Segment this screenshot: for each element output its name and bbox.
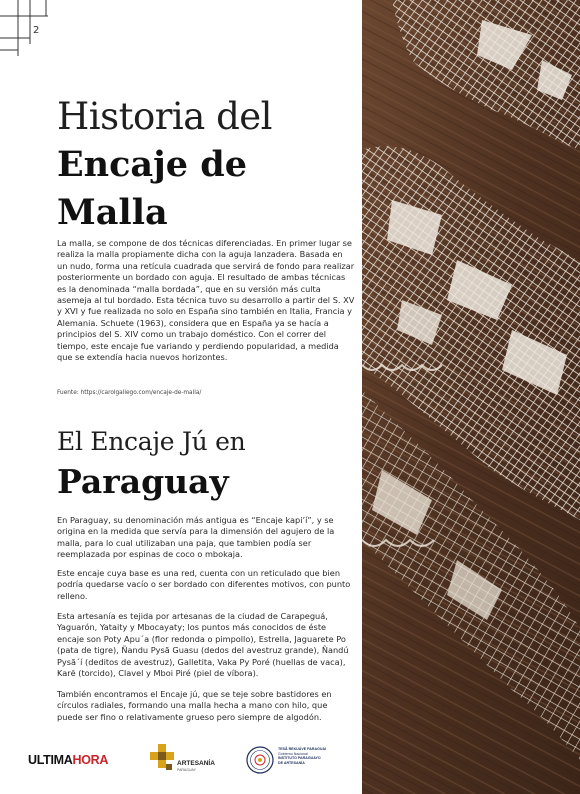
- page-number: 2: [33, 25, 40, 36]
- gov-text-line3: INSTITUTO PARAGUAYO: [278, 756, 321, 761]
- artesania-logo-name: ARTESANÍA: [177, 760, 215, 767]
- section1-title-light: Historia del: [57, 95, 272, 138]
- section2-paragraph-3: Esta artesanía es tejida por artesanas de la ciudad de Carapeguá, Yaguarón, Yataity y Mbocayaty; los puntos más conocidos de éste encaje son Poty Apu´a (flor redonda o pimpollo), Estrella, Jaguarete Po (pata de tigre), Ñandu Pysã Guasu (dedos del avestruz grande), Ñandú Pysã´í (deditos de avestruz), Galletita, Vaka Py Poré (huellas de vaca), Karẽ (torcido), Clavel y Mboi Piré (piel de víbora).: [57, 611, 349, 679]
- ultimahora-logo-part1: ULTIMA: [28, 753, 73, 767]
- section2-title-light: El Encaje Jú en: [57, 427, 246, 456]
- corner-grid-ornament: [0, 0, 48, 56]
- section1-title-bold-line2: Malla: [57, 192, 168, 233]
- government-seal-icon: [246, 746, 274, 774]
- section1-body: La malla, se compone de dos técnicas diferenciadas. En primer lugar se realiza la malla propiamente dicha con la aguja lanzadera. Basada en un nudo, forma una retícula cuadrada que servirá de fondo para realizar posteriormente un bordado con aguja. El resultado de ambas técnicas es la denominada “malla bordada”, que en su versión más culta asemeja al tul bordado. Esta técnica tuvo su desarrollo a partir del S. XV y XVI y fue realizada no solo en España sino también en Italia, Francia y Alemania. Schuete (1963), considera que en España ya se hacía a principios del S. XIV como un trabajo doméstico. Con el correr del tiempo, este encaje fue variando y perdiendo popularidad, a medida que se extendía hacia nuevos horizontes.: [57, 238, 355, 363]
- section2-paragraph-2: Este encaje cuya base es una red, cuenta con un reticulado que bien podría quedarse vacío o ser bordado con diferentes motivos, con punto relleno.: [57, 568, 351, 601]
- section2-paragraph-1: En Paraguay, su denominación más antigua es “Encaje kapi’í”, y se origina en la medida que servía para la dimensión del agujero de la malla, para lo cual utilizaban una paja, que tambien podía ser reemplazada por espinas de coco o mbokaja.: [57, 515, 335, 560]
- lace-photo: [362, 0, 580, 794]
- lace-photo-illustration: [362, 0, 580, 794]
- section2-title-bold: Paraguay: [57, 462, 229, 501]
- artesania-logo-sub: PARAGUAY: [177, 768, 196, 772]
- gov-text-line2: Gobierno Nacional: [278, 751, 308, 756]
- government-logo-text: [278, 747, 348, 765]
- gov-text-line4: DE ARTESANÍA: [278, 760, 305, 765]
- ultimahora-logo-part2: HORA: [72, 753, 109, 767]
- section1-title-bold-line1: Encaje de: [57, 144, 247, 185]
- section2-paragraph-4: También encontramos el Encaje jú, que se teje sobre bastidores en círculos radiales, formando una malla hecha a mano con hilo, que puede ser fino o relativamente grueso pero siempre de algodón.: [57, 689, 332, 722]
- gov-text-line1: TESÃ REKUÁVE PARAGUÁI: [278, 747, 327, 751]
- source-citation: Fuente: https://carolgallego.com/encaje-de-malla/: [57, 390, 202, 396]
- ultimahora-logo: [28, 753, 108, 767]
